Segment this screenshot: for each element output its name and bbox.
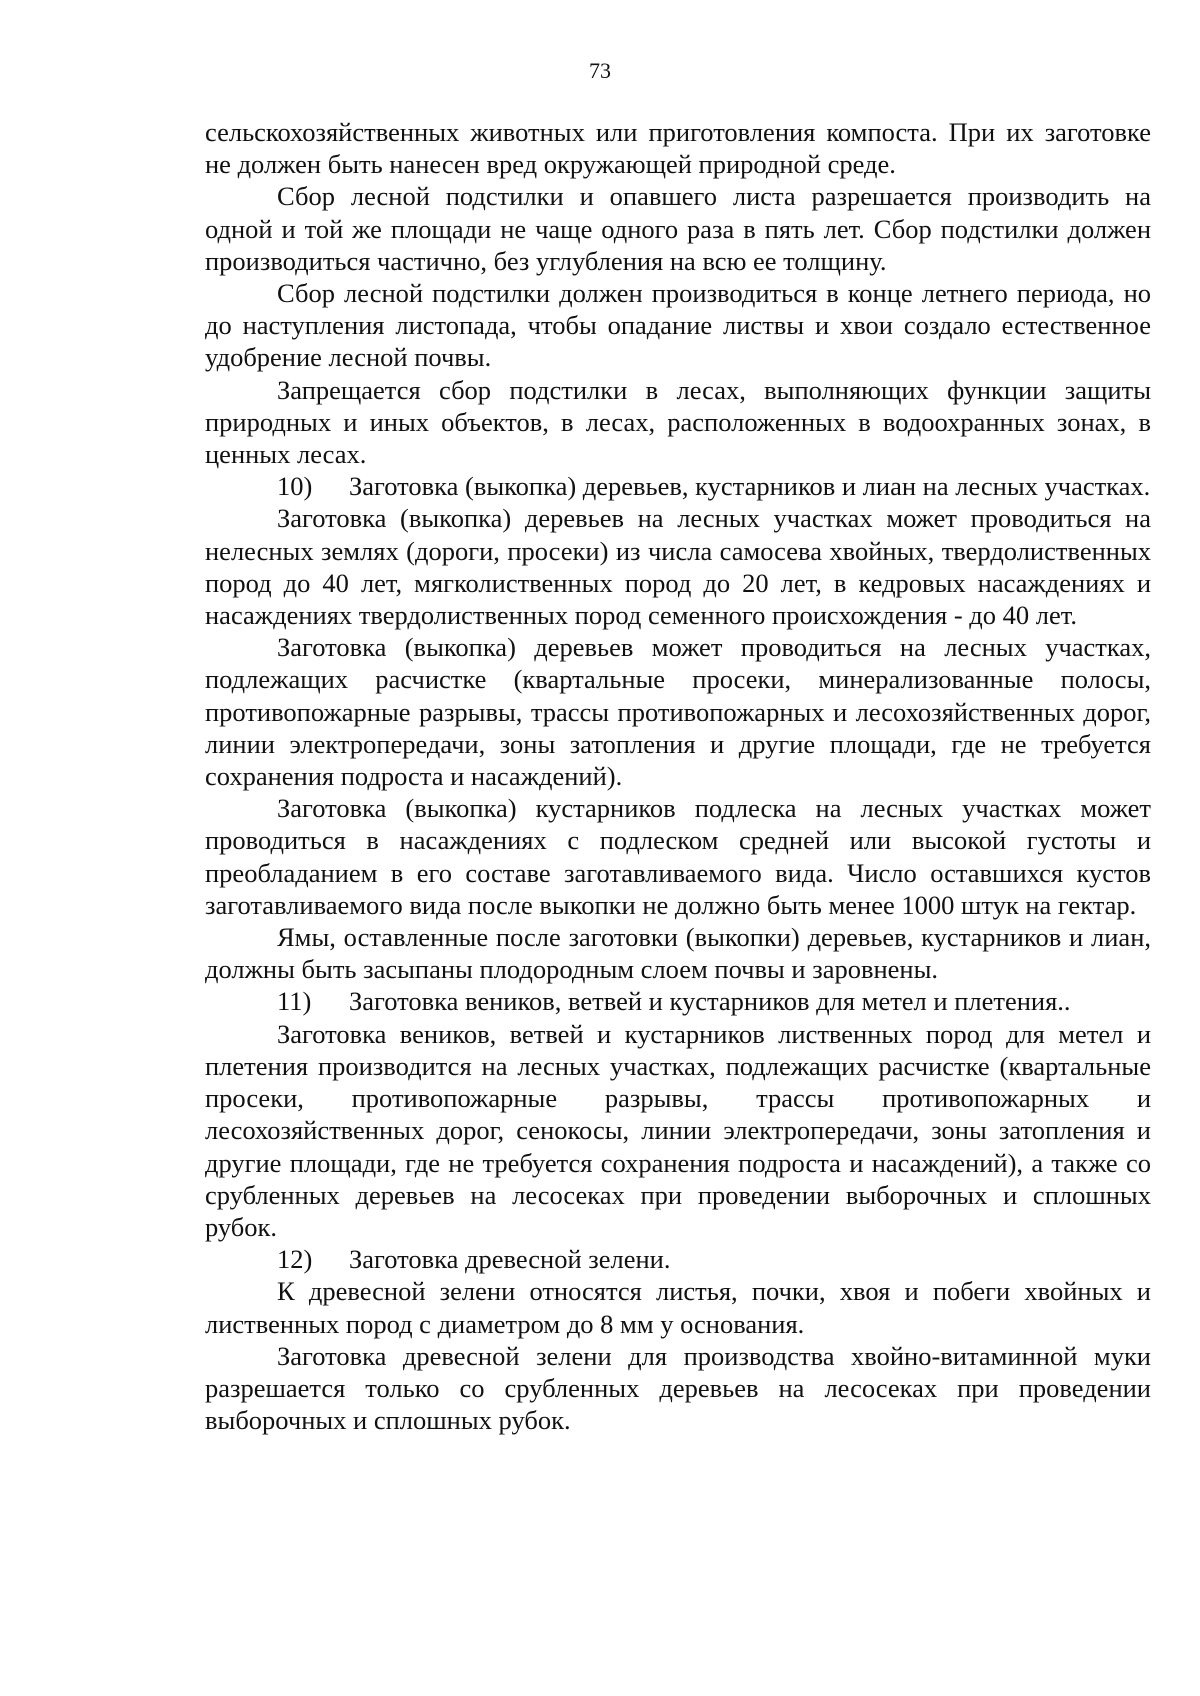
numbered-heading-11: [205, 985, 1151, 1017]
paragraph: Заготовка (выкопка) деревьев может проводиться на лесных участках, подлежащих расчистке (квартальные просеки, минерализованные полосы, противопожарные разрывы, трассы противопожарных и лесохозяйственных дорог, линии электропередачи, зоны затопления и другие площади, где не требуется сохранения подроста и насаждений).: [205, 632, 1151, 792]
numbered-heading-10: [205, 470, 1151, 502]
paragraph: Ямы, оставленные после заготовки (выкопки) деревьев, кустарников и лиан, должны быть засыпаны плодородным слоем почвы и заровнены.: [205, 922, 1151, 985]
paragraph: К древесной зелени относятся листья, почки, хвоя и побеги хвойных и лиственных пород с диаметром до 8 мм у основания.: [205, 1276, 1151, 1339]
paragraph: сельскохозяйственных животных или приготовления компоста. При их заготовке не должен быть нанесен вред окружающей природной среде.: [205, 117, 1151, 180]
item-number: 10): [277, 471, 313, 502]
paragraph: Сбор лесной подстилки и опавшего листа разрешается производить на одной и той же площади не чаще одного раза в пять лет. Сбор подстилки должен производиться частично, без углубления на всю ее толщину.: [205, 181, 1151, 276]
paragraph: Заготовка (выкопка) кустарников подлеска на лесных участках может проводиться в насаждениях с подлеском средней или высокой густоты и преобладанием в его составе заготавливаемого вида. Число оставшихся кустов заготавливаемого вида после выкопки не должно быть менее 1000 штук на гектар.: [205, 793, 1151, 920]
heading-text: Заготовка веников, ветвей и кустарников для метел и плетения..: [349, 986, 1071, 1017]
paragraph: Заготовка (выкопка) деревьев на лесных участках может проводиться на нелесных землях (дороги, просеки) из числа самосева хвойных, твердолиственных пород до 40 лет, мягколиственных пород до 20 лет, в кедровых насаждениях и насаждениях твердолиственных пород семенного происхождения - до 40 лет.: [205, 503, 1151, 631]
heading-text: Заготовка древесной зелени.: [349, 1244, 671, 1275]
paragraph: Заготовка древесной зелени для производства хвойно-витаминной муки разрешается только со срубленных деревьев на лесосеках при проведении выборочных и сплошных рубок.: [205, 1340, 1151, 1436]
document-body: [205, 116, 1151, 1436]
numbered-heading-12: [205, 1243, 1151, 1275]
item-number: 12): [277, 1244, 313, 1275]
page-number: 73: [589, 58, 611, 83]
paragraph: Запрещается сбор подстилки в лесах, выполняющих функции защиты природных и иных объектов, в лесах, расположенных в водоохранных зонах, в ценных лесах.: [205, 374, 1151, 470]
item-number: 11): [277, 986, 312, 1017]
heading-text: Заготовка (выкопка) деревьев, кустарников и лиан на лесных участках.: [349, 471, 1151, 502]
paragraph: Заготовка веников, ветвей и кустарников лиственных пород для метел и плетения производится на лесных участках, подлежащих расчистке (квартальные просеки, противопожарные разрывы, трассы противопожарных и лесохозяйственных дорог, сенокосы, линии электропередачи, зоны затопления и другие площади, где не требуется сохранения подроста и насаждений), а также со срубленных деревьев на лесосеках при проведении выборочных и сплошных рубок.: [205, 1018, 1151, 1242]
paragraph: Сбор лесной подстилки должен производиться в конце летнего периода, но до наступления листопада, чтобы опадание листвы и хвои создало естественное удобрение лесной почвы.: [205, 278, 1151, 373]
